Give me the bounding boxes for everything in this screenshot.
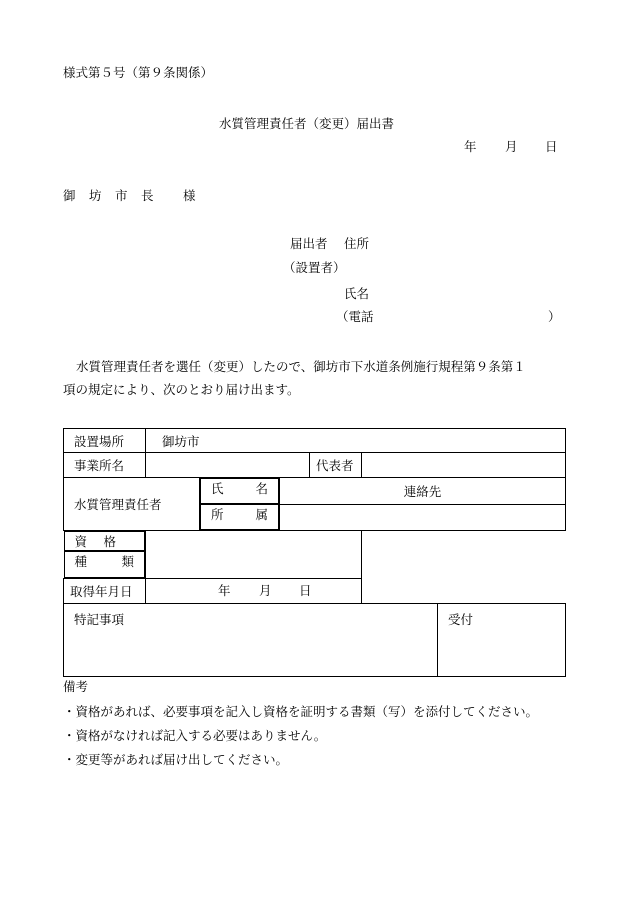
received-stamp-field [438, 604, 566, 677]
label-char: 名 [255, 481, 268, 496]
phone-label: （電話 [336, 309, 374, 324]
remarks-heading: 備考 [63, 679, 89, 694]
remark-item: ・変更等があれば届け出してください。 [63, 752, 289, 767]
qualification-type-label [64, 551, 146, 578]
qualification-label [64, 531, 146, 551]
label-char: 類 [121, 554, 134, 569]
location-value-field[interactable]: 御坊市 [146, 429, 566, 453]
addressee-char: 長 [141, 188, 154, 203]
date-month-label: 月 [505, 139, 518, 154]
phone-close: ） [548, 309, 561, 324]
affiliation-field[interactable] [280, 504, 566, 531]
manager-label: 水質管理責任者 [64, 478, 200, 531]
addressee-char: 市 [115, 188, 128, 203]
remark-item: ・資格があれば、必要事項を記入し資格を証明する書類（写）を添付してください。 [63, 704, 539, 719]
received-label: 受付 [448, 612, 474, 627]
installer-label: （設置者） [283, 260, 346, 275]
label-char: 氏 [211, 481, 224, 496]
acquired-year-label: 年 [218, 583, 231, 598]
office-name-field[interactable] [146, 453, 310, 478]
notes-field[interactable] [64, 604, 438, 677]
representative-label: 代表者 [310, 453, 362, 478]
addressee-honorific: 様 [183, 188, 196, 203]
location-label: 設置場所 [64, 429, 146, 453]
label-char: 種 [74, 554, 88, 569]
date-day-label: 日 [545, 139, 558, 154]
qualification-type-field[interactable] [146, 531, 362, 579]
acquired-date-field[interactable] [146, 579, 362, 604]
remark-item: ・資格がなければ記入する必要はありません。 [63, 728, 327, 743]
body-text-line2: 項の規定により、次のとおり届け出ます。 [63, 382, 300, 397]
affiliation-label [200, 504, 279, 530]
address-label: 住所 [344, 236, 370, 251]
notes-label: 特記事項 [74, 612, 125, 627]
label-char: 属 [255, 507, 268, 522]
notifier-label: 届出者 [290, 236, 328, 251]
addressee-char: 御 [63, 188, 76, 203]
label-char: 格 [103, 534, 116, 549]
label-char: 所 [211, 507, 224, 522]
label-char: 資 [74, 534, 88, 549]
acquired-month-label: 月 [259, 583, 272, 598]
body-text-line1: 水質管理責任者を選任（変更）したので、御坊市下水道条例施行規程第９条第１ [76, 359, 526, 374]
date-year-label: 年 [464, 139, 477, 154]
form-number: 様式第５号（第９条関係） [63, 65, 214, 80]
notification-form-table [63, 428, 566, 677]
office-label: 事業所名 [64, 453, 146, 478]
acquired-date-label: 取得年月日 [64, 579, 146, 604]
addressee-char: 坊 [89, 188, 102, 203]
acquired-day-label: 日 [299, 583, 312, 598]
document-title: 水質管理責任者（変更）届出書 [219, 116, 395, 131]
representative-field[interactable] [362, 453, 566, 478]
contact-field[interactable]: 連絡先 [280, 478, 566, 505]
manager-name-label [200, 478, 279, 504]
name-label: 氏名 [344, 286, 370, 301]
